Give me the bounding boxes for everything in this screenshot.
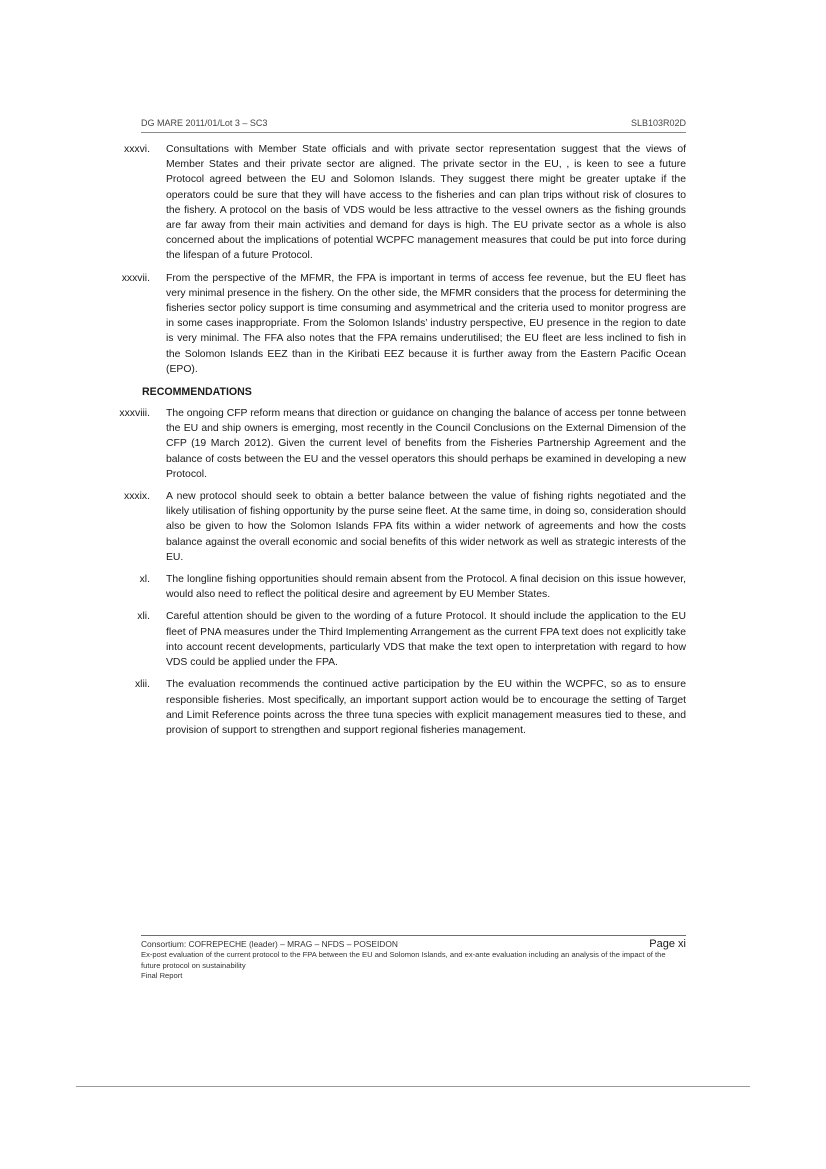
page-footer — [141, 935, 686, 982]
paragraph-number: xxxix. — [124, 491, 150, 503]
paragraph-xxxvii — [108, 271, 686, 377]
page-header — [141, 118, 686, 133]
paragraph-text: The evaluation recommends the continued active participation by the EU within the WCPFC, so as to ensure responsible fisheries. Most specifically, an important support action would be to encourage the setting of Target and Limit Reference points across the three tuna species with explicit management measures tied to these, and provision of support to strengthen and support regional fisheries management. — [166, 679, 686, 736]
paragraph-text: Careful attention should be given to the wording of a future Protocol. It should include the application to the EU fleet of PNA measures under the Third Implementing Arrangement as the current FPA text does not explicitly take into account recent developments, particularly VDS that make the text open to interpretation with regard to how VDS could be applied under the FPA. — [166, 611, 686, 669]
paragraph-xxxviii — [108, 406, 686, 482]
paragraph-number: xli. — [137, 611, 150, 623]
footer-description: Ex-post evaluation of the current protocol to the FPA between the EU and Solomon Islands, and ex-ante evaluation including an analysis of the impact of the future protocol on sustainability — [141, 950, 666, 970]
page-bottom-divider — [76, 1086, 750, 1087]
paragraph-number: xlii. — [134, 679, 150, 691]
page-number: Page xi — [649, 938, 686, 950]
footer-consortium: Consortium: COFREPECHE (leader) – MRAG – NFDS – POSEIDON — [141, 939, 398, 949]
paragraph-number: xxxvi. — [124, 144, 150, 155]
paragraph-number: xxxviii. — [119, 408, 150, 420]
header-right: SLB103R02D — [630, 118, 686, 128]
paragraph-text: From the perspective of the MFMR, the FPA is important in terms of access fee revenue, but the EU fleet has very minimal presence in the fishery. On the other side, the MFMR considers that the process for determining the fisheries sector policy support is time consuming and asymmetrical and the criteria used to monitor progress are in some cases inappropriate. From the Solomon Islands’ industry perspective, EU presence in the region to date is very minimal. The FFA also notes that the FPA remains underutilised; the EU fleet are less inclined to fish in the Solomon Islands EEZ than in the Kiribati EEZ because it is further away from the Eastern Pacific Ocean (EPO). — [166, 272, 686, 375]
paragraph-xlii — [108, 677, 686, 738]
footer-divider — [141, 935, 686, 936]
paragraph-xxxix — [108, 489, 686, 565]
paragraph-number: xxxvii. — [121, 272, 150, 284]
paragraph-text: A new protocol should seek to obtain a better balance between the value of fishing rights negotiated and the likely utilisation of fishing opportunity by the purse seine fleet. At the same time, in doing so, consideration should also be given to how the Solomon Islands FPA fits within a wider network of agreements and how the costs balance against the overall economic and social benefits of this wider network as well as strategic interests of the EU. — [166, 491, 686, 563]
paragraph-xl — [108, 572, 686, 602]
paragraph-xli — [108, 609, 686, 670]
paragraph-text: The ongoing CFP reform means that direction or guidance on changing the balance of access per tonne between the EU and ship owners is emerging, most recently in the Council Conclusions on the External Dimension of the CFP (19 March 2012). Given the current level of benefits from the Fisheries Partnership Agreement and the balance of costs between the EU and the vessel operators this should perhaps be examined in developing a new Protocol. — [166, 408, 686, 480]
paragraph-number: xl. — [139, 574, 150, 586]
main-content — [108, 142, 686, 745]
section-heading: RECOMMENDATIONS — [142, 386, 252, 399]
paragraph-xxxvi — [108, 142, 686, 264]
footer-report-type: Final Report — [141, 971, 183, 980]
paragraph-text: The longline fishing opportunities should remain absent from the Protocol. A final decision on this issue however, would also need to reflect the political desire and agreement by EU Member States. — [166, 574, 686, 601]
header-left: DG MARE 2011/01/Lot 3 – SC3 — [141, 118, 268, 128]
paragraph-text: Consultations with Member State officials and with private sector representation suggest that the views of Member States and their private sector are aligned. The private sector in the EU, , is keen to see a future Protocol agreed between the EU and Solomon Islands. They suggest there might be greater uptake if the operators could be sure that they will have access to the fisheries and can plan trips without risk of closures to the fishery. A protocol on the basis of VDS would be less attractive to the vessel owners as the fishing grounds are far away from their main activities and demand for days is high. The EU private sector as a whole is also concerned about the implications of potential WCPFC management measures that could be put into force during the lifespan of a future Protocol. — [166, 144, 686, 262]
footer-top-row — [141, 938, 686, 950]
